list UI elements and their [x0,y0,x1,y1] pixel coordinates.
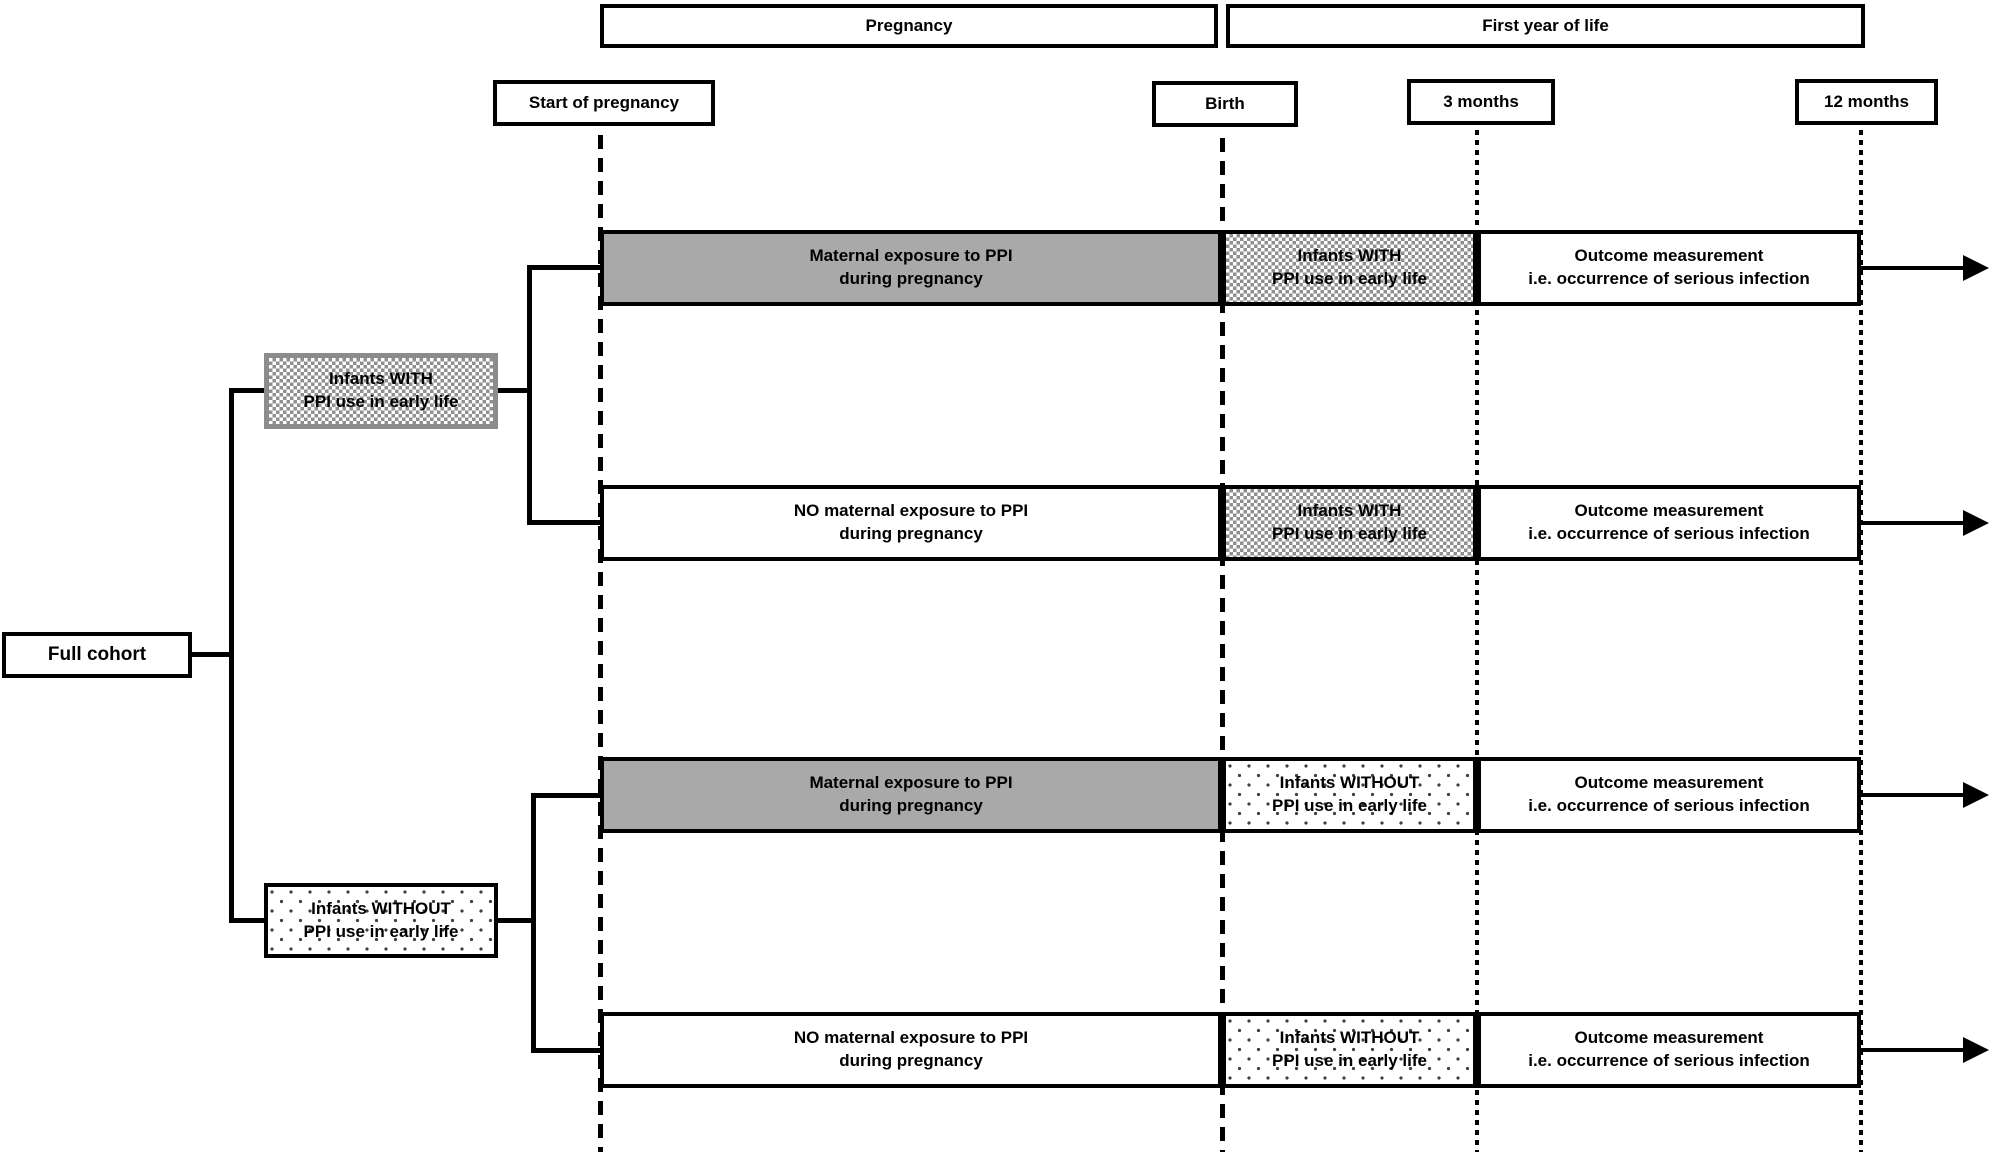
timeline-label-3-months: 3 months [1407,79,1555,125]
arrow-shaft [1861,521,1963,525]
connector-with-to-row2 [527,520,600,525]
connector-with-split-vertical [527,265,532,525]
connector-without-to-row4 [531,1048,600,1053]
row2-infant-box: Infants WITH PPI use in early life [1222,485,1477,561]
row4-outcome-box: Outcome measurement i.e. occurrence of serious infection [1477,1012,1861,1088]
row1-outcome-box: Outcome measurement i.e. occurrence of serious infection [1477,230,1861,306]
full-cohort-box: Full cohort [2,632,192,678]
arrow-shaft [1861,793,1963,797]
connector-with-box-to-split [498,388,530,393]
row3-followup-arrow [1861,782,1989,808]
arrow-head-icon [1963,1037,1989,1063]
timeline-label-12-months: 12 months [1795,79,1938,125]
row3-outcome-box: Outcome measurement i.e. occurrence of serious infection [1477,757,1861,833]
arrow-shaft [1861,1048,1963,1052]
connector-without-split-vertical [531,793,536,1053]
arrow-head-icon [1963,782,1989,808]
row2-exposure-box: NO maternal exposure to PPI during pregnancy [600,485,1222,561]
branch-box-infants-with-ppi: Infants WITH PPI use in early life [264,353,498,429]
row4-exposure-box: NO maternal exposure to PPI during pregnancy [600,1012,1222,1088]
row3-exposure-box: Maternal exposure to PPI during pregnancy [600,757,1222,833]
connector-without-to-row3 [531,793,600,798]
connector-trunk-to-with-box [229,388,264,393]
row2-outcome-box: Outcome measurement i.e. occurrence of serious infection [1477,485,1861,561]
connector-cohort-to-trunk [192,652,232,657]
connector-trunk-to-without-box [229,918,264,923]
connector-with-to-row1 [527,265,600,270]
period-header-pregnancy: Pregnancy [600,4,1218,48]
arrow-head-icon [1963,255,1989,281]
connector-without-box-to-split [498,918,534,923]
period-header-first-year-of-life: First year of life [1226,4,1865,48]
arrow-shaft [1861,266,1963,270]
arrow-head-icon [1963,510,1989,536]
timeline-label-start-of-pregnancy: Start of pregnancy [493,80,715,126]
row1-followup-arrow [1861,255,1989,281]
row4-followup-arrow [1861,1037,1989,1063]
branch-box-infants-without-ppi: Infants WITHOUT PPI use in early life [264,883,498,958]
row1-exposure-box: Maternal exposure to PPI during pregnancy [600,230,1222,306]
row4-infant-box: Infants WITHOUT PPI use in early life [1222,1012,1477,1088]
row2-followup-arrow [1861,510,1989,536]
row3-infant-box: Infants WITHOUT PPI use in early life [1222,757,1477,833]
timeline-label-birth: Birth [1152,81,1298,127]
row1-infant-box: Infants WITH PPI use in early life [1222,230,1477,306]
connector-trunk-vertical [229,388,234,923]
